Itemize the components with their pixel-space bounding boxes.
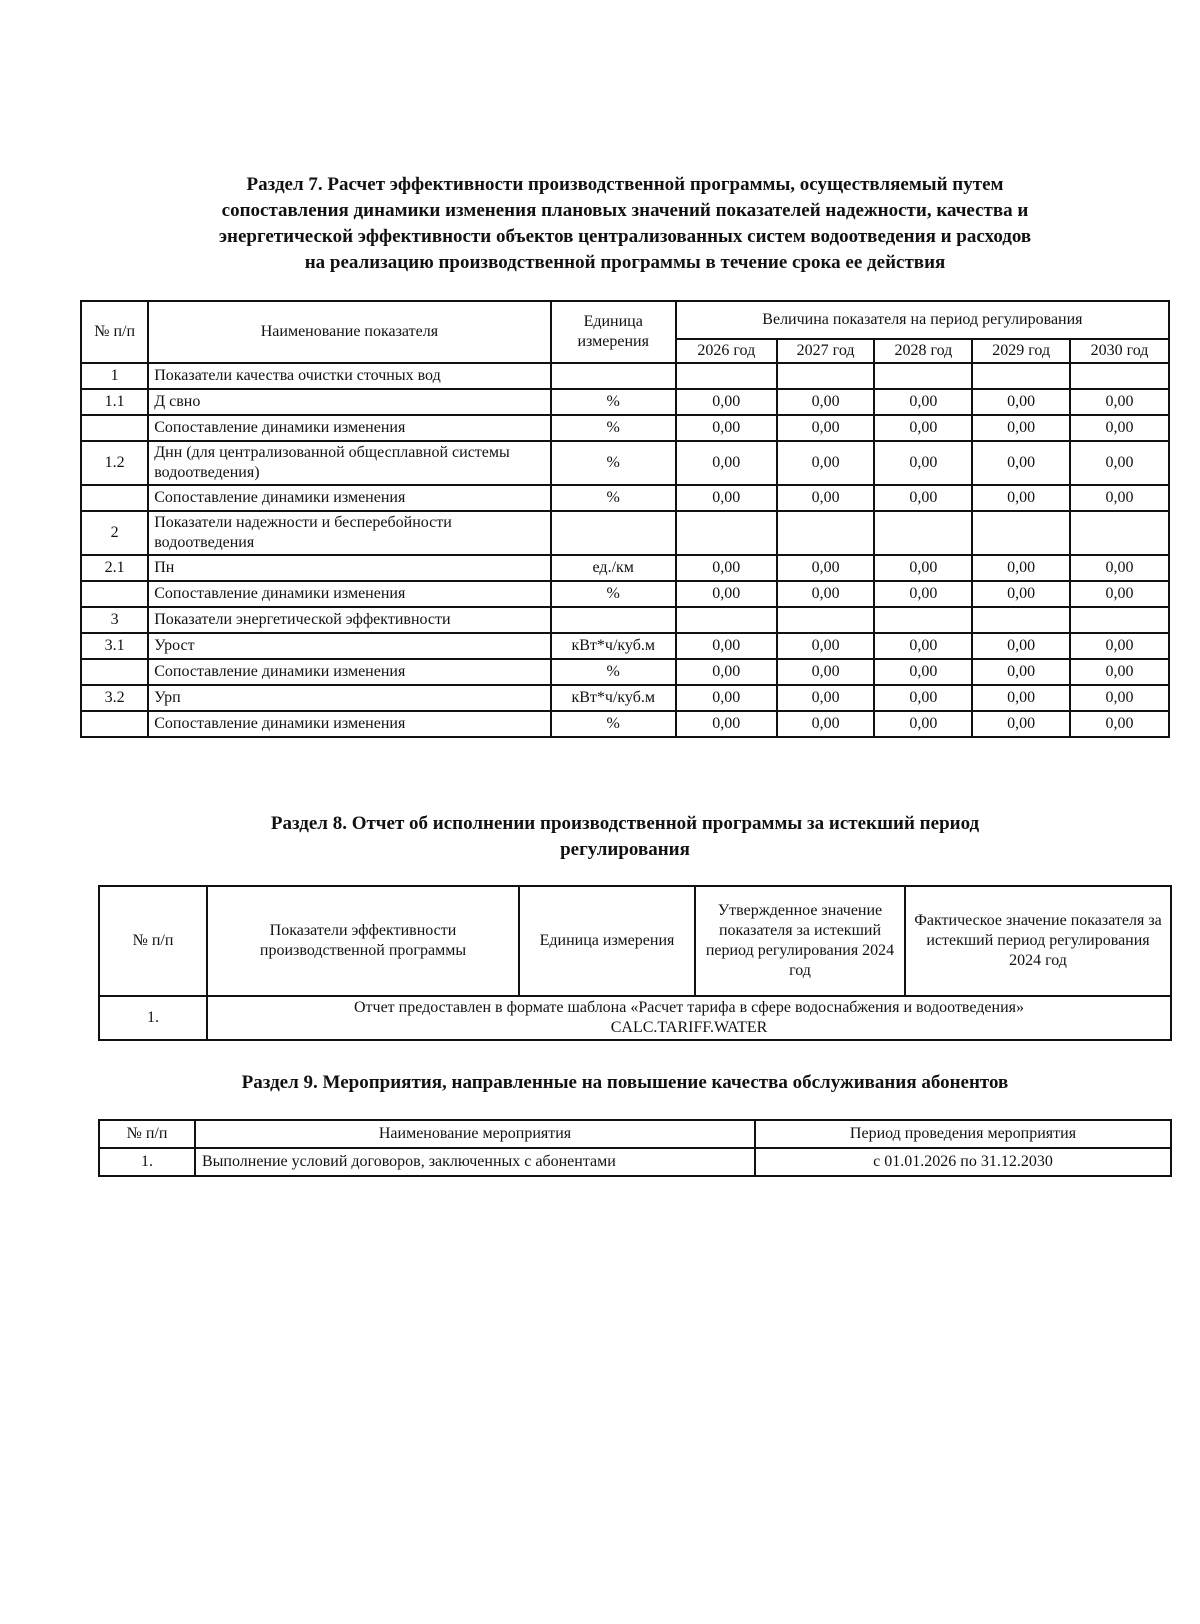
row-value: 0,00 [972,581,1070,607]
section7-title [80,172,1170,276]
header-period: Величина показателя на период регулирования [676,301,1169,339]
header-unit: Единица измерения [519,886,695,996]
row-unit: % [551,485,676,511]
table-row [81,441,1169,485]
row-indicator-name: Сопоставление динамики изменения [148,711,550,737]
row-value: 0,00 [676,685,777,711]
row-value [777,363,875,389]
row-num: 2 [81,511,148,555]
row-indicator-name: Сопоставление динамики изменения [148,581,550,607]
row-value: 0,00 [676,415,777,441]
row-num: 1. [99,996,207,1040]
table-row [81,415,1169,441]
row-value: 0,00 [972,711,1070,737]
header-year: 2029 год [972,339,1070,363]
row-value: 0,00 [777,485,875,511]
row-value: 0,00 [1070,581,1169,607]
header-indicator-name: Наименование показателя [148,301,550,363]
row-value [777,607,875,633]
row-value: 0,00 [1070,441,1169,485]
row-value [972,607,1070,633]
row-value [1070,607,1169,633]
row-value: 0,00 [777,415,875,441]
section7-table-body [81,363,1169,737]
table-row [81,659,1169,685]
row-indicator-name: Сопоставление динамики изменения [148,659,550,685]
row-unit: % [551,415,676,441]
row-value: 0,00 [874,555,972,581]
row-value: 0,00 [1070,633,1169,659]
row-value: 0,00 [874,485,972,511]
row-indicator-name: Пн [148,555,550,581]
header-approved-value: Утвержденное значение показателя за истекший период регулирования 2024 год [695,886,905,996]
row-unit [551,607,676,633]
row-value: 0,00 [777,555,875,581]
row-value: 0,00 [874,415,972,441]
row-value: 0,00 [874,685,972,711]
row-value: 0,00 [874,659,972,685]
header-year: 2030 год [1070,339,1169,363]
row-value: 0,00 [1070,389,1169,415]
row-indicator-name: Сопоставление динамики изменения [148,415,550,441]
row-value: 0,00 [777,711,875,737]
row-indicator-name: Днн (для централизованной общесплавной системы водоотведения) [148,441,550,485]
table-row [81,685,1169,711]
row-value: 0,00 [874,633,972,659]
row-value: 0,00 [874,581,972,607]
row-indicator-name: Урост [148,633,550,659]
table-row [81,363,1169,389]
row-value: 0,00 [777,659,875,685]
row-value: 0,00 [777,685,875,711]
row-value: 0,00 [972,659,1070,685]
row-num: 3.1 [81,633,148,659]
row-value [874,511,972,555]
row-num: 3.2 [81,685,148,711]
row-value: 0,00 [972,441,1070,485]
row-value: 0,00 [972,555,1070,581]
header-unit: Единица измерения [551,301,676,363]
section7-title-line: энергетической эффективности объектов централизованных систем водоотведения и расходов [218,226,1032,247]
row-unit: % [551,389,676,415]
header-indicator: Показатели эффективности производственной программы [207,886,519,996]
table-row [81,485,1169,511]
header-num: № п/п [99,1120,195,1148]
row-value [874,607,972,633]
row-num [81,581,148,607]
section9-table [98,1119,1172,1177]
row-indicator-name: Показатели энергетической эффективности [148,607,550,633]
row-num: 3 [81,607,148,633]
row-value: 0,00 [777,581,875,607]
header-year: 2028 год [874,339,972,363]
row-indicator-name: Показатели надежности и бесперебойности водоотведения [148,511,550,555]
section7-title-line: на реализацию производственной программы в течение срока ее действия [304,252,946,273]
row-value: 0,00 [972,633,1070,659]
section9-title: Раздел 9. Мероприятия, направленные на повышение качества обслуживания абонентов [241,1072,1009,1093]
row-value: 0,00 [972,389,1070,415]
row-num: 2.1 [81,555,148,581]
row-unit: ед./км [551,555,676,581]
row-num [81,659,148,685]
row-value [972,363,1070,389]
table-row [81,633,1169,659]
row-num: 1.1 [81,389,148,415]
event-period: с 01.01.2026 по 31.12.2030 [755,1148,1171,1176]
report-note-line: Отчет предоставлен в формате шаблона «Расчет тарифа в сфере водоснабжения и водоотведения» [353,999,1025,1016]
section8-title-line: Раздел 8. Отчет об исполнении производственной программы за истекший период [270,813,980,834]
row-num [81,485,148,511]
row-value: 0,00 [777,441,875,485]
header-year: 2026 год [676,339,777,363]
row-value [1070,511,1169,555]
row-value [676,363,777,389]
table-row [81,711,1169,737]
row-value: 0,00 [972,415,1070,441]
row-indicator-name: Урп [148,685,550,711]
section7-table [80,300,1170,738]
row-value: 0,00 [676,711,777,737]
row-value: 0,00 [676,441,777,485]
table-row [81,511,1169,555]
row-unit: кВт*ч/куб.м [551,633,676,659]
table-row [81,607,1169,633]
row-value: 0,00 [777,633,875,659]
row-unit: % [551,441,676,485]
header-num: № п/п [81,301,148,363]
row-value [972,511,1070,555]
row-value: 0,00 [1070,555,1169,581]
row-value: 0,00 [874,389,972,415]
row-value: 0,00 [676,485,777,511]
row-value: 0,00 [972,485,1070,511]
table-row [81,555,1169,581]
row-indicator-name: Д свно [148,389,550,415]
row-value [777,511,875,555]
report-note [207,996,1171,1040]
row-unit: % [551,581,676,607]
section8-title [80,811,1170,863]
row-num: 1 [81,363,148,389]
row-num [81,415,148,441]
row-value: 0,00 [874,441,972,485]
row-num: 1.2 [81,441,148,485]
row-unit: % [551,659,676,685]
row-unit [551,363,676,389]
section8-title-line: регулирования [560,839,690,860]
row-value: 0,00 [676,389,777,415]
header-year: 2027 год [777,339,875,363]
event-name: Выполнение условий договоров, заключенных с абонентами [195,1148,755,1176]
section7-title-line: Раздел 7. Расчет эффективности производственной программы, осуществляемый путем [246,174,1004,195]
row-num: 1. [99,1148,195,1176]
header-event-period: Период проведения мероприятия [755,1120,1171,1148]
row-unit: кВт*ч/куб.м [551,685,676,711]
row-value: 0,00 [777,389,875,415]
row-indicator-name: Показатели качества очистки сточных вод [148,363,550,389]
row-value: 0,00 [874,711,972,737]
row-value: 0,00 [1070,485,1169,511]
header-actual-value: Фактическое значение показателя за истекший период регулирования 2024 год [905,886,1171,996]
row-value: 0,00 [676,633,777,659]
row-value: 0,00 [1070,711,1169,737]
row-value [676,511,777,555]
row-value: 0,00 [676,555,777,581]
section7-title-line: сопоставления динамики изменения плановых значений показателей надежности, качества и [221,200,1029,221]
row-value [1070,363,1169,389]
row-num [81,711,148,737]
section8-table [98,885,1172,1041]
table-row [81,389,1169,415]
report-note-line: CALC.TARIFF.WATER [610,1019,768,1036]
header-event-name: Наименование мероприятия [195,1120,755,1148]
row-value: 0,00 [972,685,1070,711]
header-num: № п/п [99,886,207,996]
row-value: 0,00 [1070,415,1169,441]
row-value [874,363,972,389]
row-value: 0,00 [676,581,777,607]
row-value: 0,00 [1070,659,1169,685]
row-value: 0,00 [1070,685,1169,711]
row-value [676,607,777,633]
row-unit [551,511,676,555]
row-indicator-name: Сопоставление динамики изменения [148,485,550,511]
row-value: 0,00 [676,659,777,685]
table-row [81,581,1169,607]
row-unit: % [551,711,676,737]
